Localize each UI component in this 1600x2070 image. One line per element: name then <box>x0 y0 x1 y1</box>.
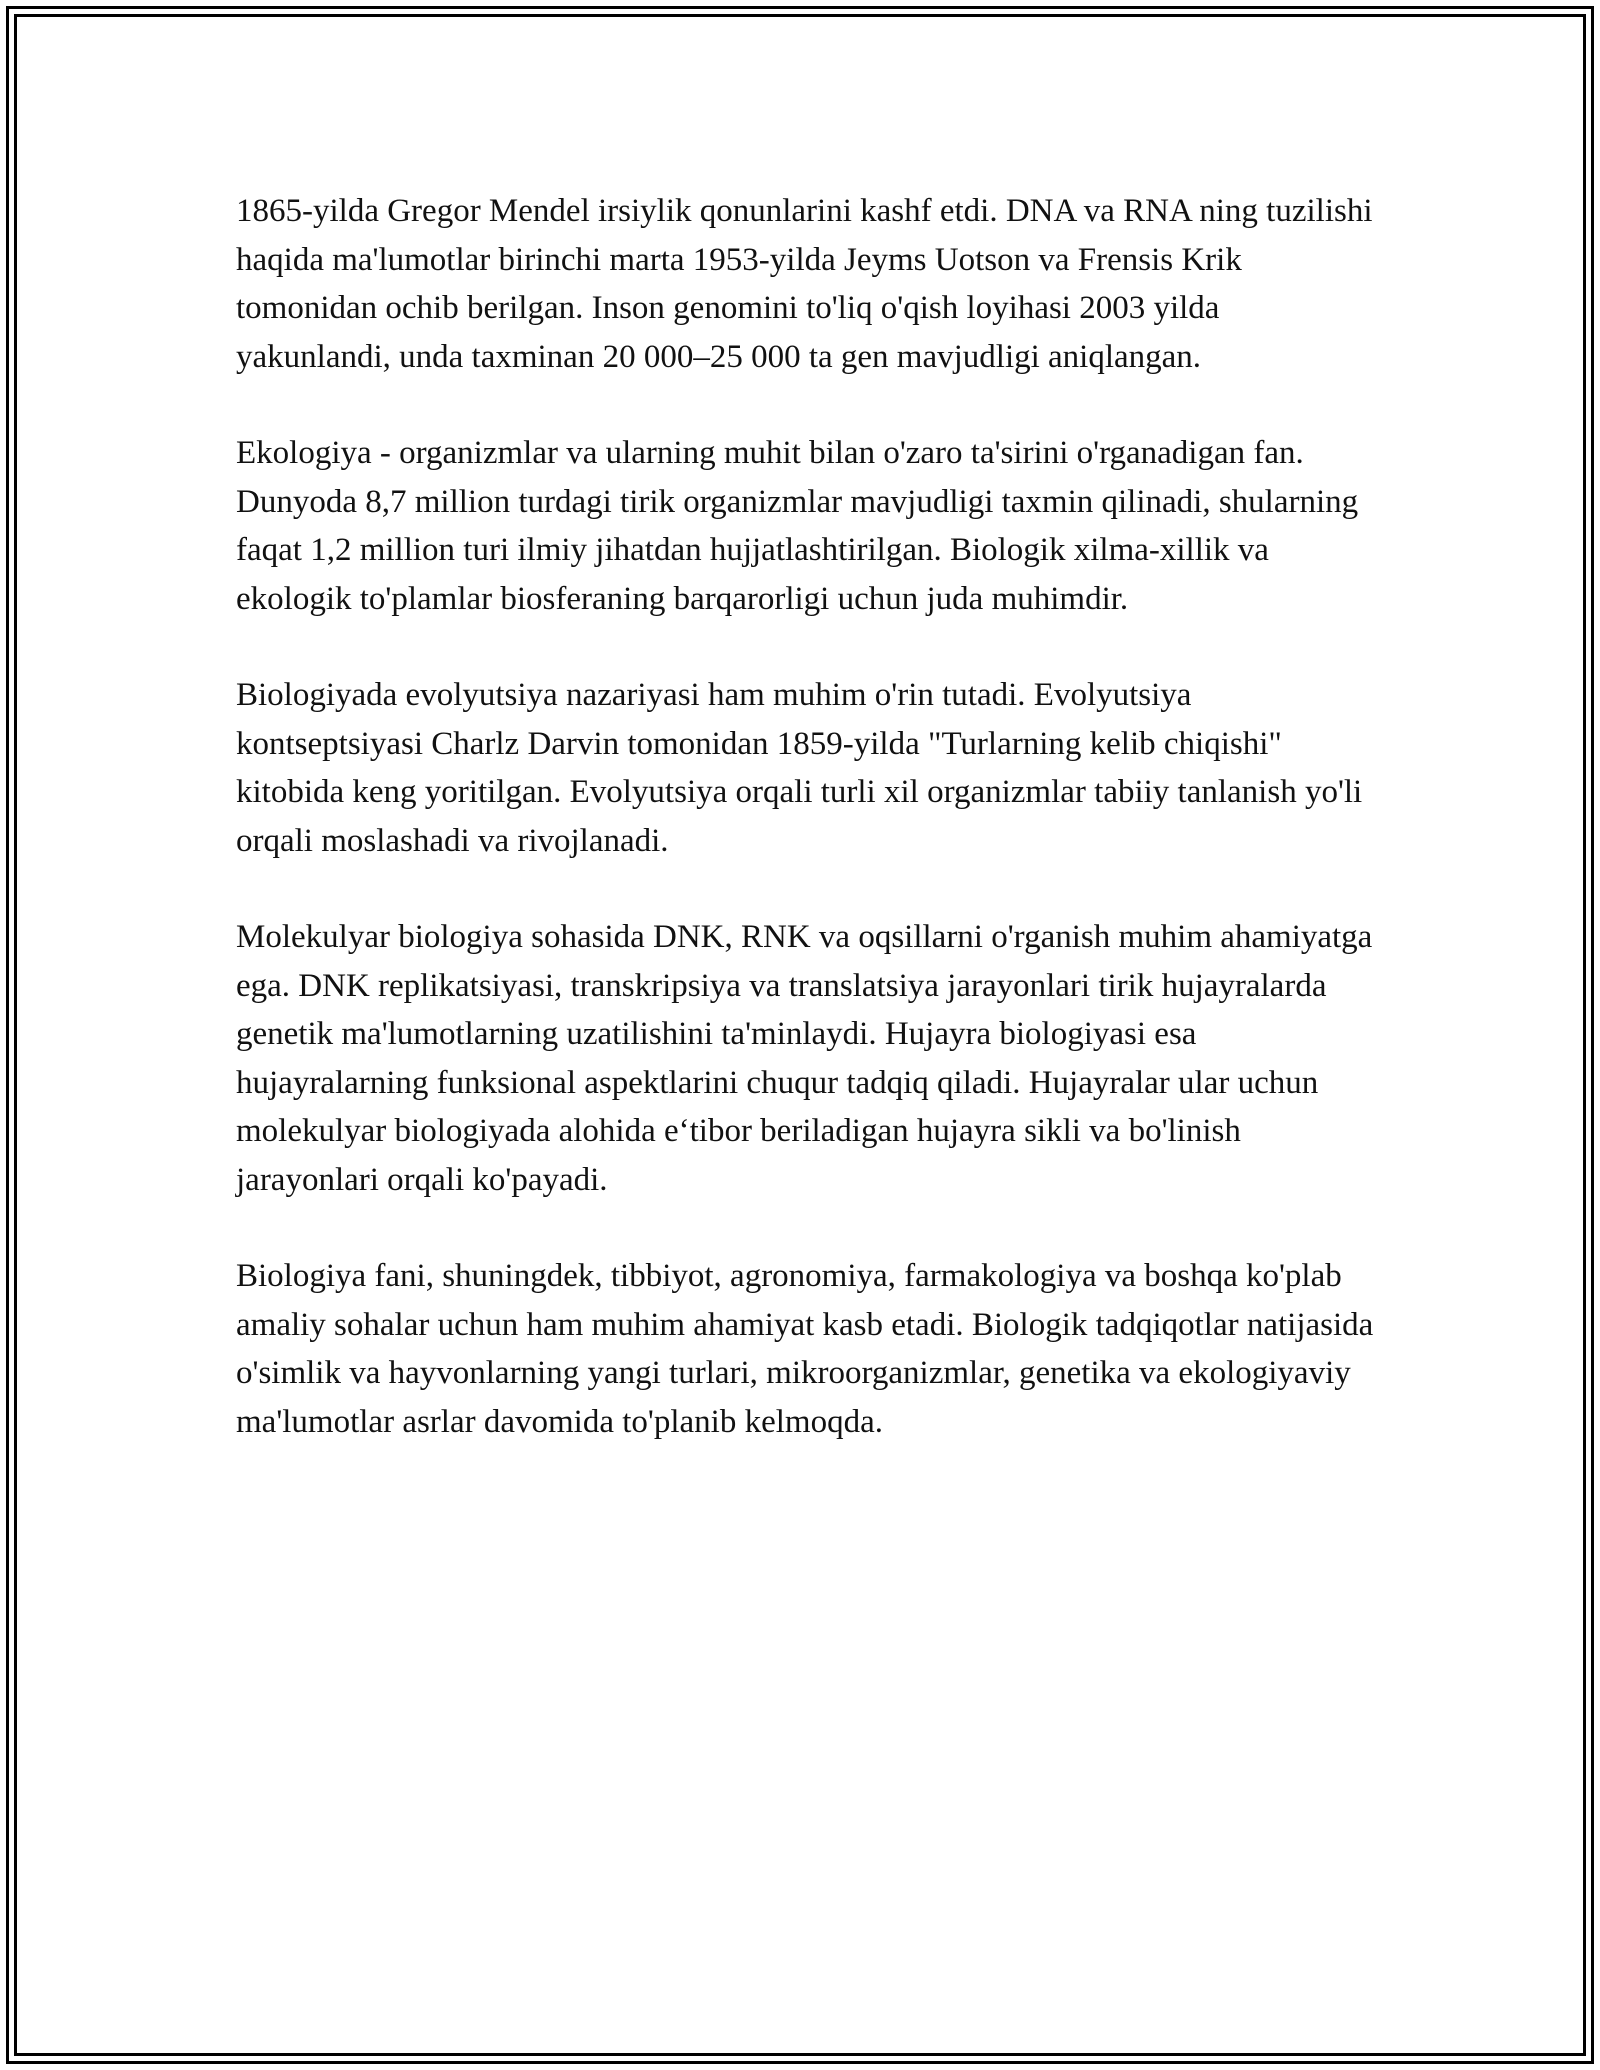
paragraph-molecular-biology: Molekulyar biologiya sohasida DNK, RNK va oqsillarni o'rganish muhim ahamiyatga ega. DNK replikatsiyasi, transkripsiya va translatsiya jarayonlari tirik hujayralarda genetik ma'lumotlarning uzatilishini ta'minlaydi. Hujayra biologiyasi esa hujayralarning funksional aspektlarini chuqur tadqiq qiladi. Hujayralar ular uchun molekulyar biologiyada alohida e‘tibor beriladigan hujayra sikli va bo'linish jarayonlari orqali ko'payadi. <box>236 919 1373 1198</box>
paragraph-genetics-history: 1865-yilda Gregor Mendel irsiylik qonunlarini kashf etdi. DNA va RNA ning tuzilishi haqida ma'lumotlar birinchi marta 1953-yilda Jeyms Uotson va Frensis Krik tomonidan ochib berilgan. Inson genomini to'liq o'qish loyihasi 2003 yilda yakunlandi, unda taxminan 20 000–25 000 ta gen mavjudligi aniqlangan. <box>236 193 1373 375</box>
paragraph-applied-biology: Biologiya fani, shuningdek, tibbiyot, agronomiya, farmakologiya va boshqa ko'plab amaliy sohalar uchun ham muhim ahamiyat kasb etadi. Biologik tadqiqotlar natijasida o'simlik va hayvonlarning yangi turlari, mikroorganizmlar, genetika va ekologiyaviy ma'lumotlar asrlar davomida to'planib kelmoqda. <box>236 1258 1374 1440</box>
paragraph-ecology: Ekologiya - organizmlar va ularning muhit bilan o'zaro ta'sirini o'rganadigan fan. Dunyoda 8,7 million turdagi tirik organizmlar mavjudligi taxmin qilinadi, shularning faqat 1,2 million turi ilmiy jihatdan hujjatlashtirilgan. Biologik xilma-xillik va ekologik to'plamlar biosferaning barqarorligi uchun juda muhimdir. <box>236 435 1359 617</box>
document-body <box>236 187 1376 1494</box>
paragraph-evolution: Biologiyada evolyutsiya nazariyasi ham muhim o'rin tutadi. Evolyutsiya kontseptsiyasi Charlz Darvin tomonidan 1859-yilda "Turlarning kelib chiqishi" kitobida keng yoritilgan. Evolyutsiya orqali turli xil organizmlar tabiiy tanlanish yo'li orqali moslashadi va rivojlanadi. <box>236 677 1363 859</box>
